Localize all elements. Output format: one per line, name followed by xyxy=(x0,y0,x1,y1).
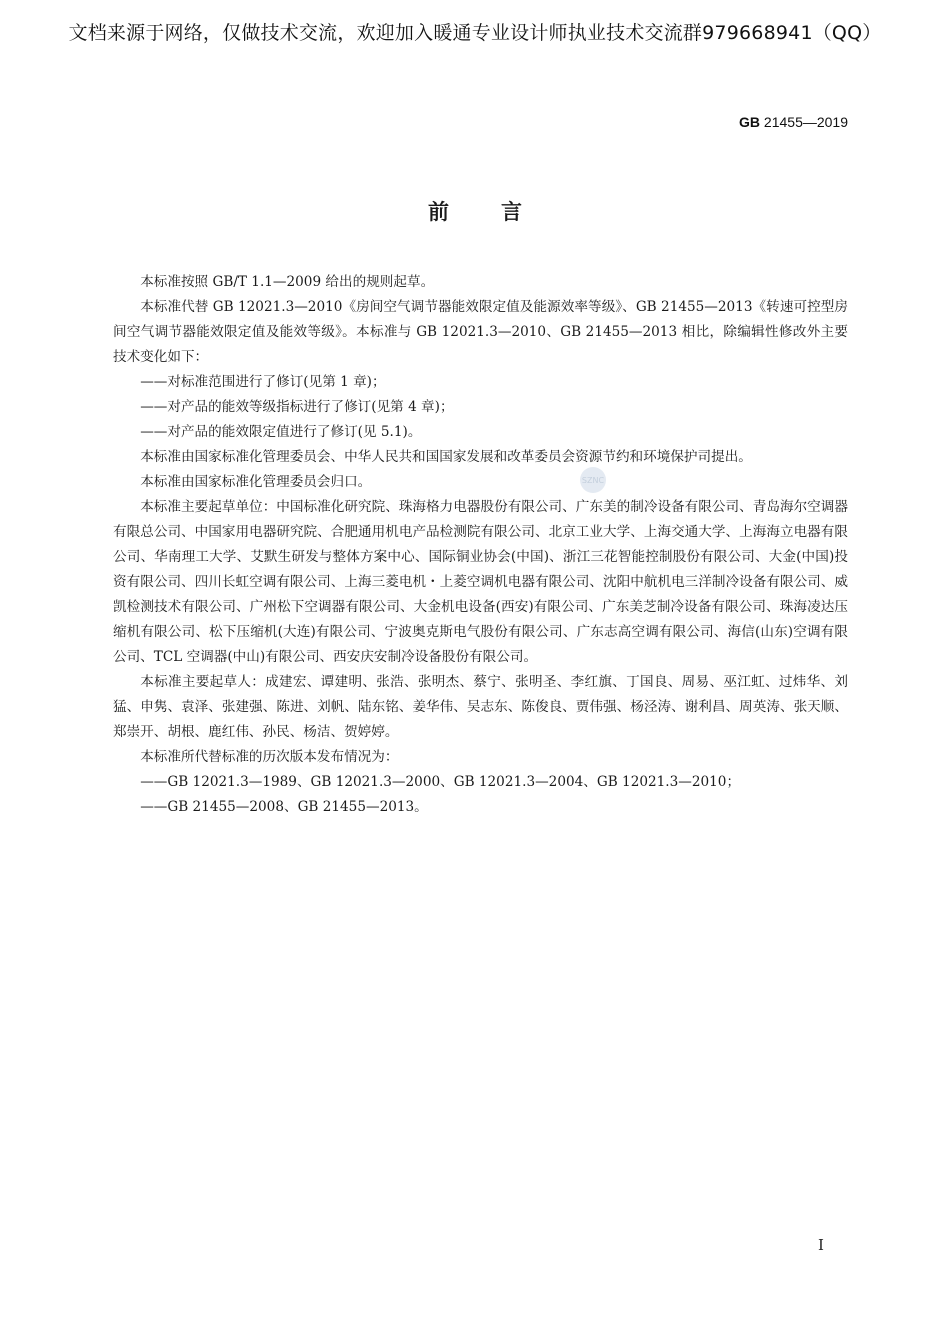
paragraph: 本标准主要起草人：成建宏、谭建明、张浩、张明杰、蔡宁、张明圣、李红旗、丁国良、周易、巫江虹、过炜华、刘猛、申隽、袁泽、张建强、陈进、刘帆、陆东铭、姜华伟、吴志东、陈俊良、贾伟强、杨泾涛、谢利昌、周英涛、张天顺、郑崇开、胡根、鹿红伟、孙民、杨洁、贺婷婷。 xyxy=(113,674,848,740)
paragraph: 本标准由国家标准化管理委员会归口。 xyxy=(140,474,372,490)
list-item: ——GB 12021.3—1989、GB 12021.3—2000、GB 12021.3—2004、GB 12021.3—2010； xyxy=(140,774,741,790)
paragraph: 本标准所代替标准的历次版本发布情况为： xyxy=(140,749,399,765)
list-item: ——GB 21455—2008、GB 21455—2013。 xyxy=(140,799,428,815)
page-number: I xyxy=(818,1236,824,1254)
list-item: ——对产品的能效等级指标进行了修订(见第 4 章)； xyxy=(140,399,454,415)
standard-code xyxy=(739,114,848,130)
paragraph: 本标准主要起草单位：中国标准化研究院、珠海格力电器股份有限公司、广东美的制冷设备有限公司、青岛海尔空调器有限总公司、中国家用电器研究院、合肥通用机电产品检测院有限公司、北京工业大学、上海交通大学、上海海立电器有限公司、华南理工大学、艾默生研发与整体方案中心、国际铜业协会(中国)、浙江三花智能控制股份有限公司、大金(中国)投资有限公司、四川长虹空调有限公司、上海三菱电机・上菱空调机电器有限公司、沈阳中航机电三洋制冷设备有限公司、威凯检测技术有限公司、广州松下空调器有限公司、大金机电设备(西安)有限公司、广东美芝制冷设备有限公司、珠海凌达压缩机有限公司、松下压缩机(大连)有限公司、宁波奥克斯电气股份有限公司、广东志高空调有限公司、海信(山东)空调有限公司、TCL 空调器(中山)有限公司、西安庆安制冷设备股份有限公司。 xyxy=(113,499,848,665)
list-item: ——对产品的能效限定值进行了修订(见 5.1)。 xyxy=(140,424,422,440)
list-item: ——对标准范围进行了修订(见第 1 章)； xyxy=(140,374,386,390)
foreword-body xyxy=(113,270,848,820)
paragraph: 本标准由国家标准化管理委员会、中华人民共和国国家发展和改革委员会资源节约和环境保护司提出。 xyxy=(140,449,752,465)
source-note: 文档来源于网络，仅做技术交流，欢迎加入暖通专业设计师执业技术交流群979668941（QQ） xyxy=(68,22,882,44)
standard-prefix: GB xyxy=(739,114,761,130)
paragraph: 本标准按照 GB/T 1.1—2009 给出的规则起草。 xyxy=(140,274,435,290)
paragraph: 本标准代替 GB 12021.3—2010《房间空气调节器能效限定值及能源效率等级》、GB 21455—2013《转速可控型房间空气调节器能效限定值及能效等级》。本标准与 GB 12021.3—2010、GB 21455—2013 相比，除编辑性修改外主要技术变化如下： xyxy=(113,299,848,365)
standard-number: 21455—2019 xyxy=(763,114,848,130)
page-title: 前言 xyxy=(428,200,574,224)
watermark-logo-icon: SZNC xyxy=(580,467,606,493)
